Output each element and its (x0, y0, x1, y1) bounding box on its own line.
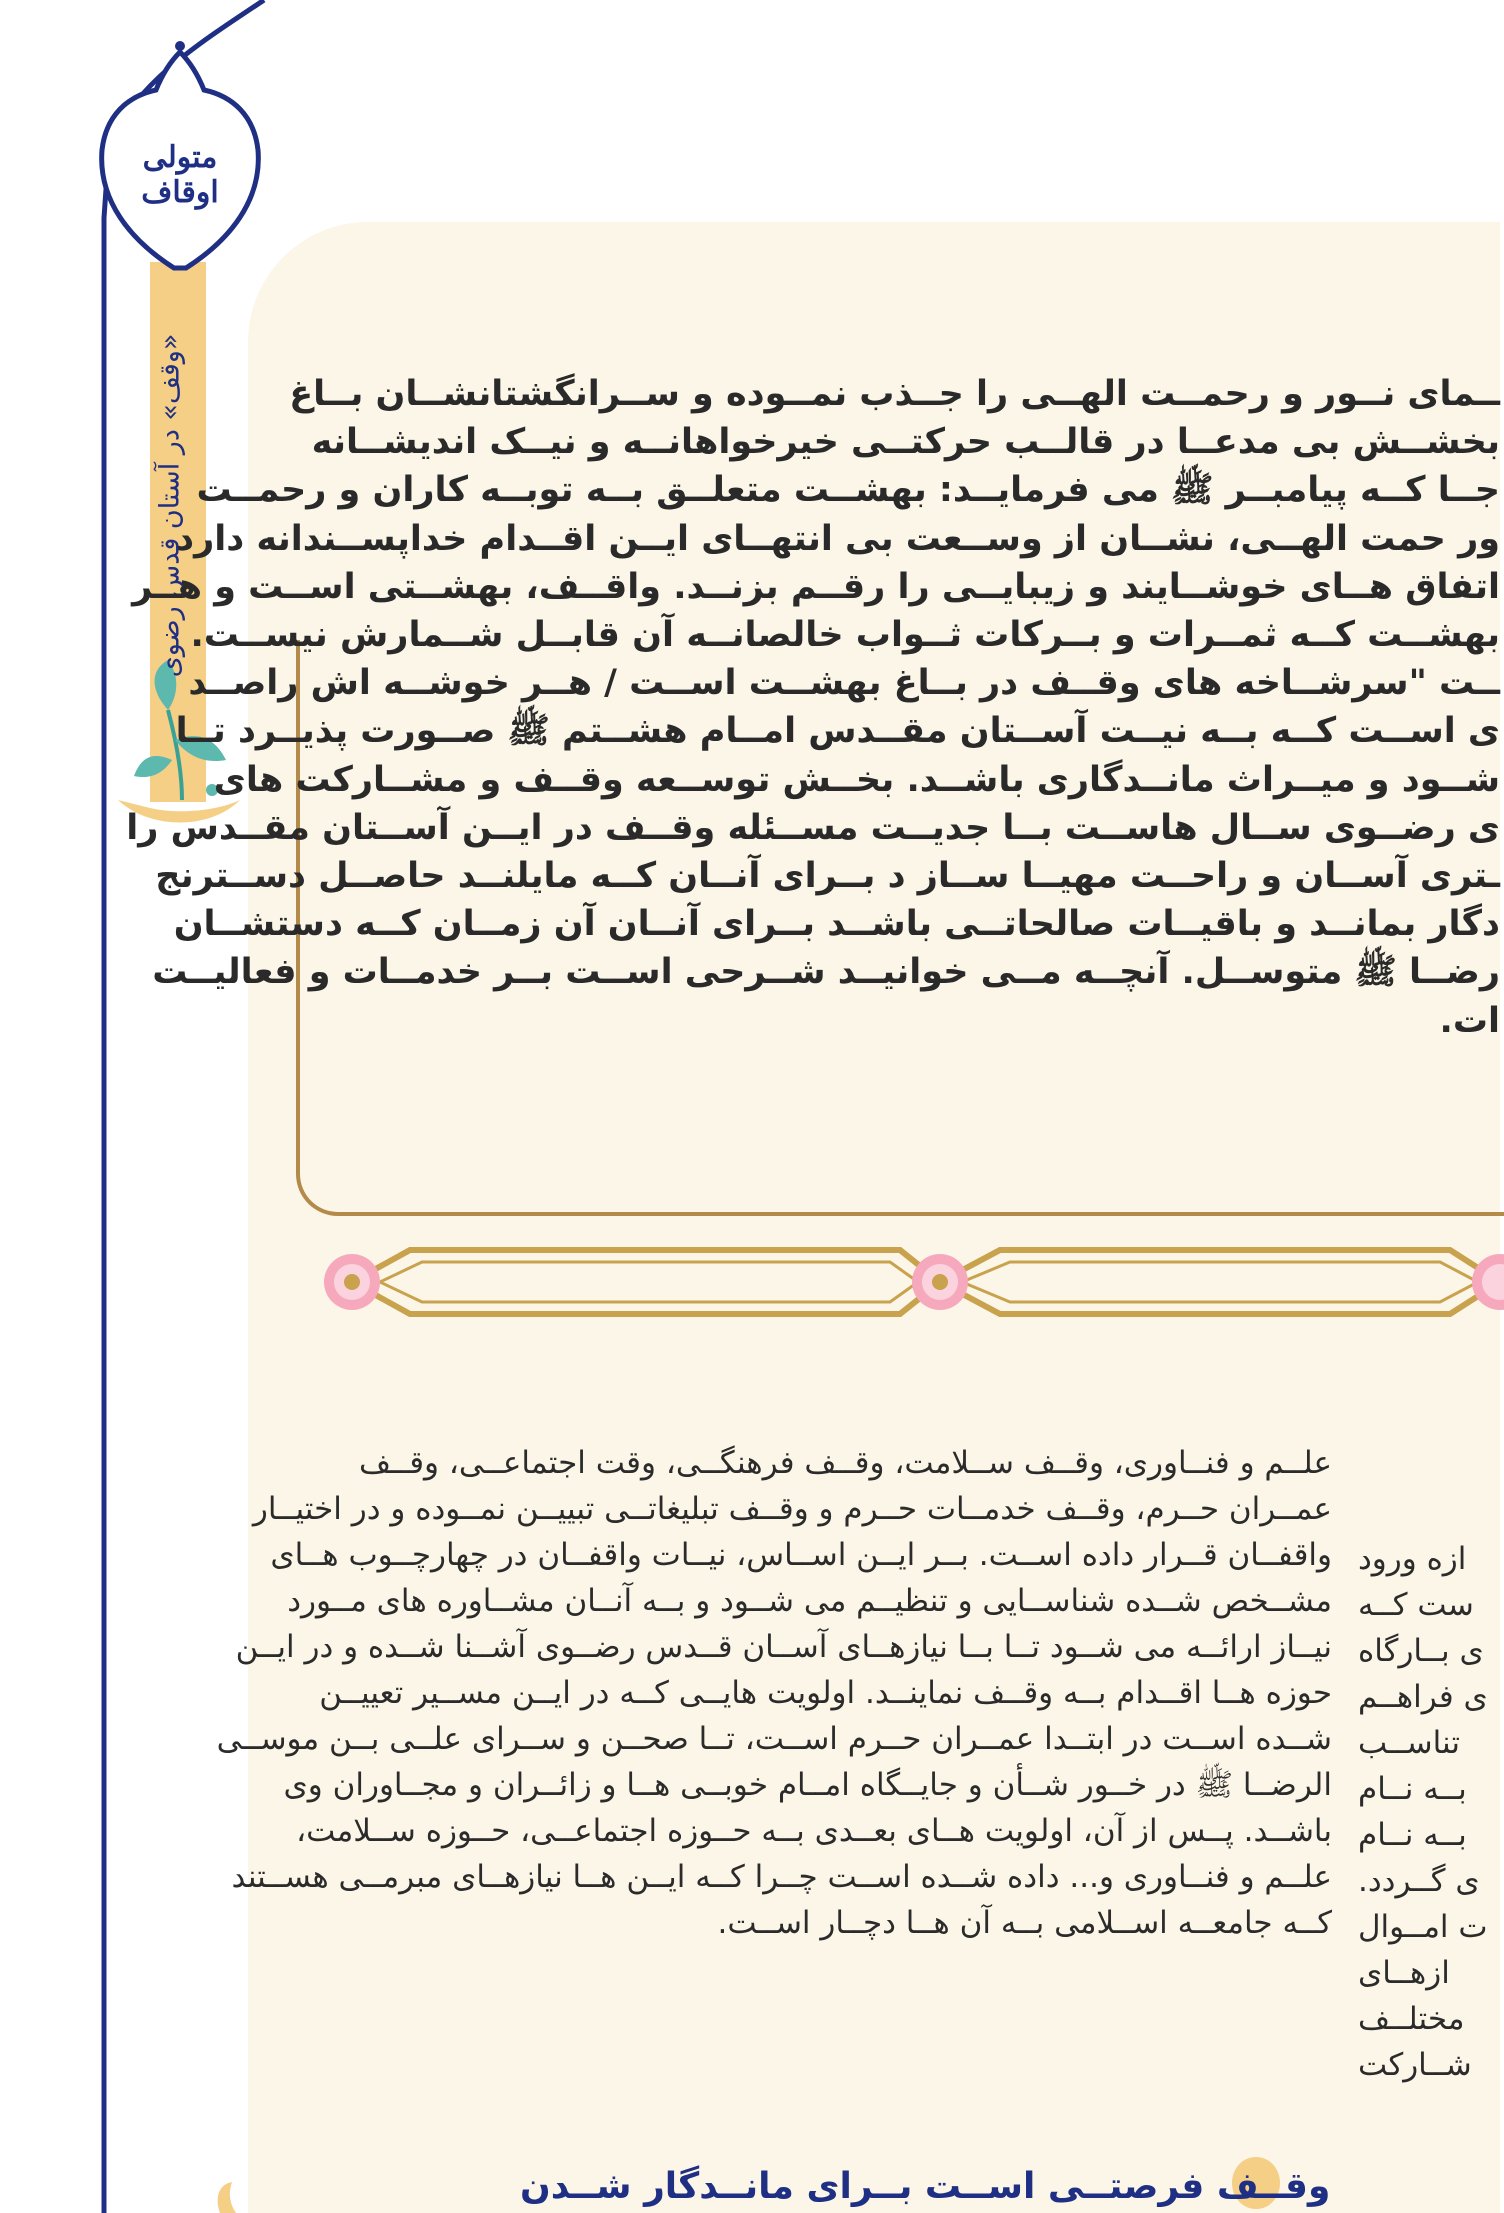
right-column-fragment (1358, 1536, 1500, 2088)
body-line: الرضــا ﷺ در خــور شــأن و جایــگاه امــام خوبــی هــا و زائــران و مجــاوران وی (283, 1767, 1332, 1803)
intro-line: دگار بمانــد و باقیــات صالحاتــی باشــد بــرای آنــان آن زمــان کــه دستشــان (173, 904, 1500, 945)
intro-line: بخشــش بی مدعــا در قالــب حرکتــی خیرخواهانــه و نیــک اندیشــانه (311, 422, 1500, 463)
intro-line: شــود و میــراث مانــدگاری باشــد. بخــش توســعه وقــف و مشــارکت های (213, 759, 1500, 800)
right-column-line: مختلــف (1358, 2001, 1465, 2037)
intro-line: ی اســت کــه بــه نیــت آســتان مقــدس امــام هشــتم ﷺ صــورت پذیــرد تــا (175, 711, 1500, 752)
intro-line: ــت "سرشــاخه های وقــف در بــاغ بهشــت اســت / هــر خوشــه اش راصــد (188, 663, 1500, 704)
intro-line: بهشــت کــه ثمــرات و بــرکات ثــواب خالصانــه آن قابــل شــمارش نیســت. (190, 615, 1500, 656)
right-column-line: ی گــردد. (1358, 1863, 1480, 1899)
intro-line: ور حمت الهــی، نشــان از وســعت بی انتهــای ایــن اقــدام خداپســندانه دارد (176, 518, 1500, 559)
body-line: علــم و فنــاوری و... داده شــده اســت چــرا کــه ایــن هــا نیازهــای مبرمــی هســتند (231, 1859, 1332, 1895)
flower-icon (1472, 1254, 1504, 1310)
intro-line: اتفاق هــای خوشــایند و زیبایــی را رقــم بزنــد. واقــف، بهشــتی اســت و هــر (132, 566, 1500, 607)
intro-line: رضــا ﷺ متوســل. آنچــه مــی خوانیــد شــرحی اســت بــر خدمــات و فعالیــت (152, 952, 1500, 993)
body-line: باشــد. پــس از آن، اولویت هــای بعــدی بــه حــوزه اجتماعــی، حــوزه ســلامت، (296, 1813, 1332, 1849)
sidebar-label: «وقف» در آستان قدس رضوی (154, 333, 186, 677)
body-line: مشــخص شــده شناســایی و تنظیــم می شــود و بــه آنــان مشــاوره های مــورد (287, 1583, 1332, 1619)
right-column-line: ی بــارگاه (1358, 1633, 1484, 1669)
intro-line: ی رضــوی ســال هاســت بــا جدیــت مســئله وقــف در ایــن آســتان مقــدس را (126, 807, 1500, 848)
intro-line: ـتری آســان و راحــت مهیــا ســاز د بــرای آنــان کــه مایلنــد حاصــل دســترنج (155, 856, 1500, 897)
body-line: عمــران حــرم، وقــف خدمــات حــرم و وقــف تبلیغاتــی تبییــن نمــوده و در اختیــار (252, 1491, 1332, 1527)
body-line: شــده اســت در ابتــدا عمــران حــرم اســت، تــا صحــن و ســرای علــی بــن موســی (216, 1721, 1332, 1757)
intro-line: ــمای نــور و رحمــت الهــی را جــذب نمــوده و ســرانگشتانشــان بــاغ (289, 374, 1500, 414)
logo-text: متولی اوقاف (141, 140, 219, 210)
right-column-line: ت امــوال (1358, 1909, 1488, 1945)
right-column-line: شــارکت (1358, 2047, 1472, 2083)
intro-line: جــا کــه پیامبــر ﷺ می فرمایــد: بهشــت متعلــق بــه توبــه کاران و رحمــت (196, 470, 1500, 511)
body-line: واقفــان قــرار داده اســت. بــر ایــن اســاس، نیــات واقفــان در چهارچــوب هــای (270, 1537, 1332, 1573)
right-column-line: ازهــای (1358, 1955, 1450, 1991)
right-column-line: ازه ورود (1358, 1541, 1467, 1577)
body-line: کــه جامعــه اســلامی بــه آن هــا دچــار اســت. (717, 1905, 1332, 1941)
section-subheading: وقــف فرصتــی اســت بــرای مانــدگار شــدن (520, 2166, 1331, 2207)
right-column-line: تناســب (1358, 1725, 1461, 1761)
right-column-line: بــه نــام (1358, 1771, 1467, 1807)
right-column-line: ی فراهــم (1358, 1679, 1488, 1715)
body-line: حوزه هــا اقــدام بــه وقــف نماینــد. اولویت هایــی کــه در ایــن مســیر تعییــن (319, 1675, 1332, 1711)
intro-line: ات. (1439, 1000, 1500, 1041)
ornament-divider (300, 1242, 1500, 1322)
flower-icon (912, 1254, 968, 1310)
right-column-line: بــه نــام (1358, 1817, 1467, 1853)
flower-icon (324, 1254, 380, 1310)
body-paragraph (216, 1440, 1332, 1946)
body-line: نیــاز ارائــه می شــود تــا بــا نیازهــای آســان قــدس رضــوی آشــنا شــده و در ایــن (235, 1629, 1332, 1665)
body-line: علــم و فنــاوری، وقــف ســلامت، وقــف فرهنگــی، وقت اجتماعــی، وقــف (358, 1445, 1332, 1481)
right-column-line: ست کــه (1358, 1587, 1474, 1623)
